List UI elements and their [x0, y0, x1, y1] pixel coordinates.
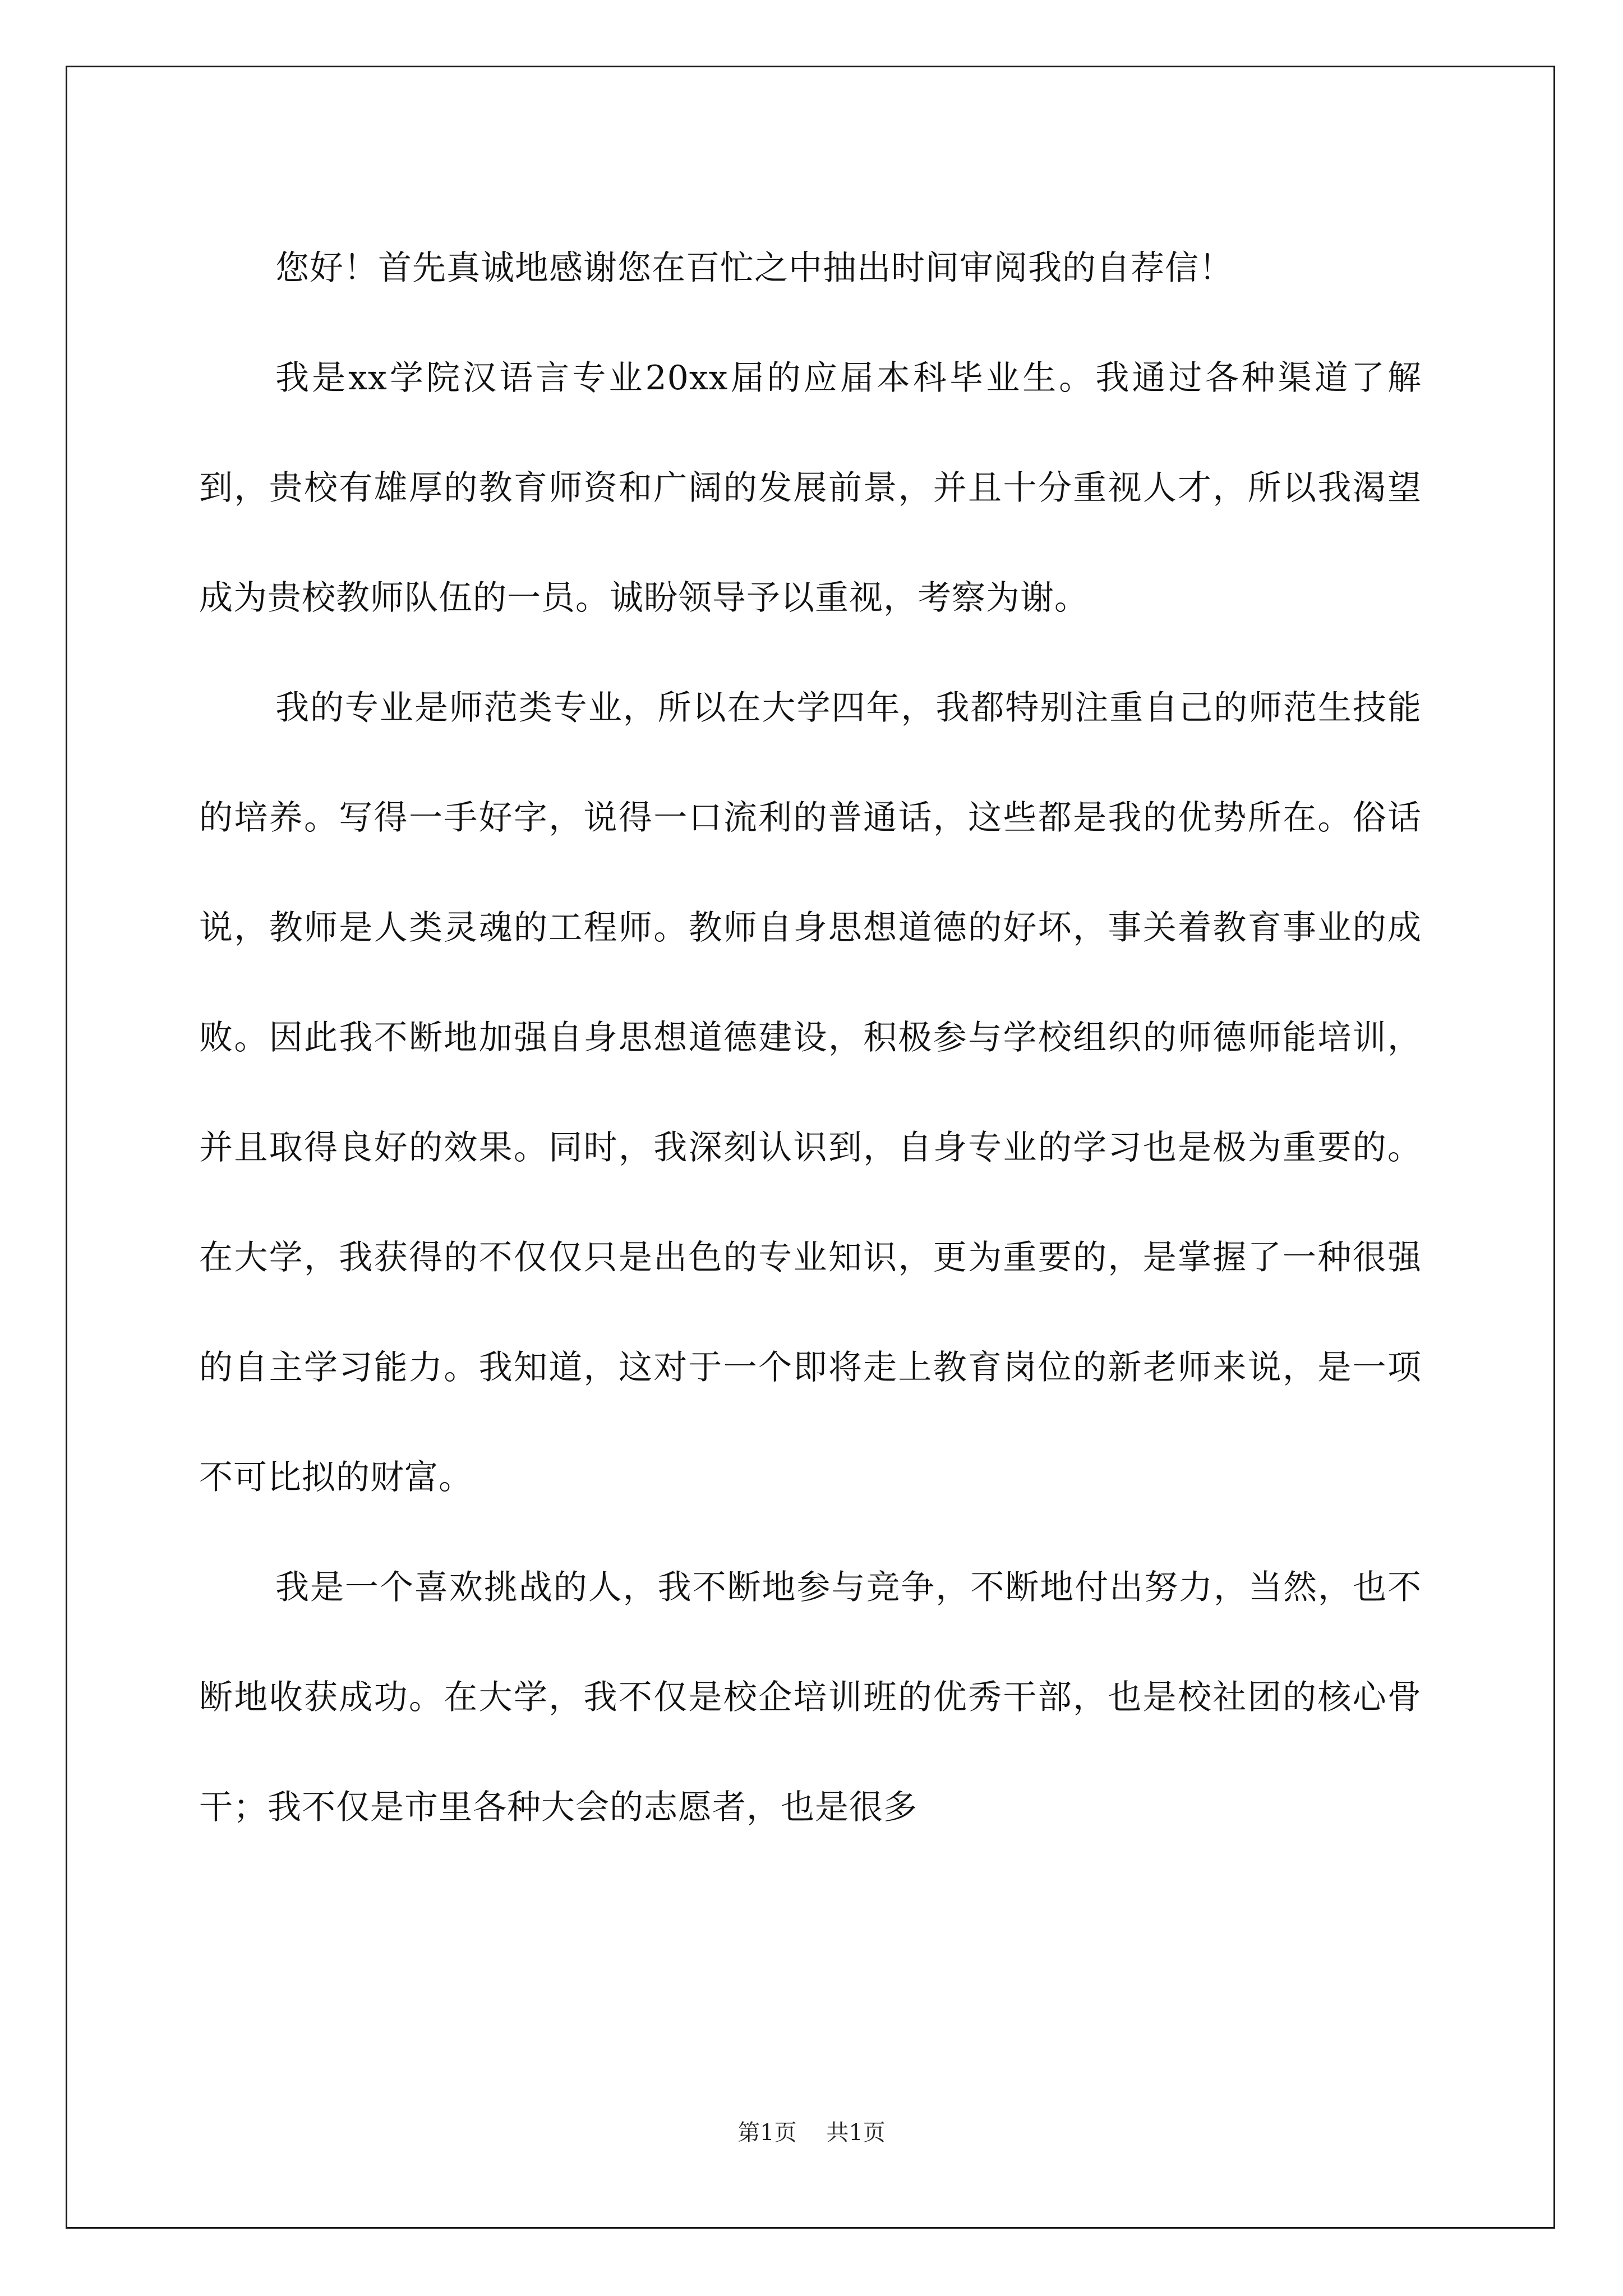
paragraph-introduction: 我是xx学院汉语言专业20xx届的应届本科毕业生。我通过各种渠道了解到，贵校有雄厚的教育师资和广阔的发展前景，并且十分重视人才，所以我渴望成为贵校教师队伍的一员。诚盼领导予以重视，考察为谢。: [199, 358, 1422, 618]
paragraph-challenge: 我是一个喜欢挑战的人，我不断地参与竞争，不断地付出努力，当然，也不断地收获成功。在大学，我不仅是校企培训班的优秀干部，也是校社团的核心骨干；我不仅是市里各种大会的志愿者，也是很多: [199, 1568, 1422, 1827]
page-footer: [0, 2115, 1623, 2147]
page-total: 共1页: [826, 2120, 886, 2146]
paragraph-greeting: 您好！首先真诚地感谢您在百忙之中抽出时间审阅我的自荐信！: [275, 249, 1233, 288]
page-number: 第1页: [737, 2120, 797, 2146]
letter-body: [199, 213, 1422, 1862]
paragraph-major: 我的专业是师范类专业，所以在大学四年，我都特别注重自己的师范生技能的培养。写得一手好字，说得一口流利的普通话，这些都是我的优势所在。俗话说，教师是人类灵魂的工程师。教师自身思想道德的好坏，事关着教育事业的成败。因此我不断地加强自身思想道德建设，积极参与学校组织的师德师能培训，并且取得良好的效果。同时，我深刻认识到，自身专业的学习也是极为重要的。在大学，我获得的不仅仅只是出色的专业知识，更为重要的，是掌握了一种很强的自主学习能力。我知道，这对于一个即将走上教育岗位的新老师来说，是一项不可比拟的财富。: [199, 688, 1422, 1497]
